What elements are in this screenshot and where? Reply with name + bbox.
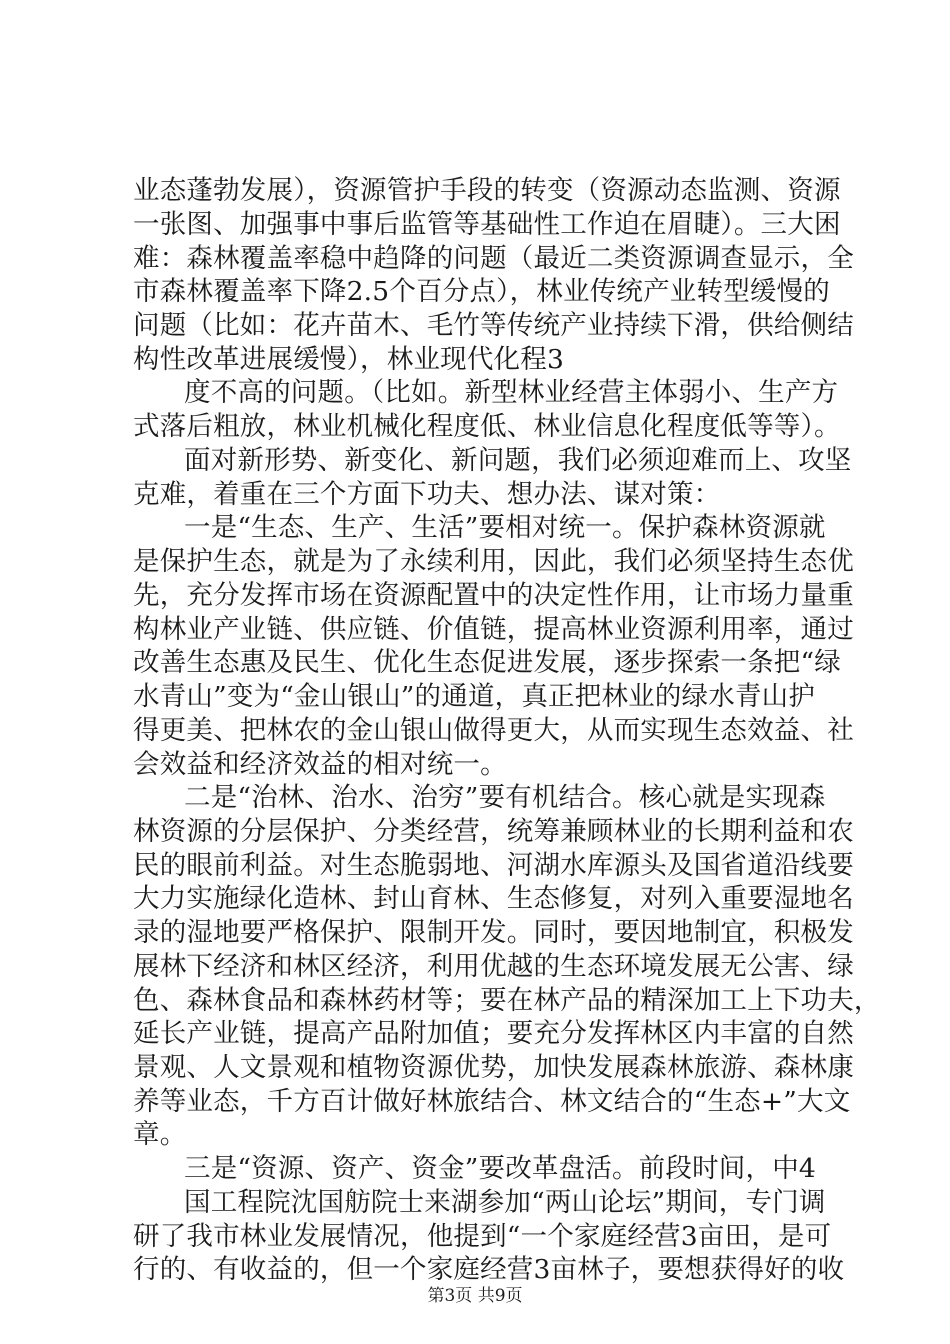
text-line: 克难，着重在三个方面下功夫、想办法、谋对策：: [133, 479, 721, 510]
text-line: 度不高的问题。（比如。新型林业经营主体弱小、生产方: [184, 377, 839, 408]
text-line: 行的、有收益的，但一个家庭经营3亩林子，要想获得好的收: [133, 1254, 845, 1285]
text-line: 式落后粗放，林业机械化程度低、林业信息化程度低等等）。: [133, 411, 841, 442]
text-line: 章。: [133, 1119, 187, 1150]
page-number-footer: 第3页 共9页: [427, 1286, 523, 1306]
text-line: 是保护生态，就是为了永续利用，因此，我们必须坚持生态优: [133, 546, 854, 577]
text-line: 构林业产业链、供应链、价值链，提高林业资源利用率，通过: [133, 614, 854, 645]
text-line: 先，充分发挥市场在资源配置中的决定性作用，让市场力量重: [133, 580, 854, 611]
text-line: 会效益和经济效益的相对统一。: [133, 749, 507, 780]
text-line: 林资源的分层保护、分类经营，统筹兼顾林业的长期利益和农: [133, 816, 854, 847]
paragraph-start: 一是“生态、生产、生活”要相对统一。保护森林资源就: [184, 512, 826, 543]
text-line: 景观、人文景观和植物资源优势，加快发展森林旅游、森林康: [133, 1052, 854, 1083]
text-line: 民的眼前利益。对生态脆弱地、河湖水库源头及国省道沿线要: [133, 850, 854, 881]
text-line: 色、森林食品和森林药材等；要在林产品的精深加工上下功夫，: [133, 985, 881, 1016]
paragraph-start: 面对新形势、新变化、新问题，我们必须迎难而上、攻坚: [184, 445, 852, 476]
text-line: 得更美、把林农的金山银山做得更大，从而实现生态效益、社: [133, 715, 854, 746]
text-line: 研了我市林业发展情况，他提到“一个家庭经营3亩田，是可: [133, 1221, 832, 1252]
text-line: 延长产业链，提高产品附加值；要充分发挥林区内丰富的自然: [133, 1018, 854, 1049]
text-line: 一张图、加强事中事后监管等基础性工作迫在眉睫）。三大困: [133, 209, 841, 240]
text-line: 水青山”变为“金山银山”的通道，真正把林业的绿水青山护: [133, 681, 816, 712]
text-line: 构性改革进展缓慢），林业现代化程3: [133, 344, 565, 375]
text-line: 难：森林覆盖率稳中趋降的问题（最近二类资源调查显示，全: [133, 243, 854, 274]
text-line: 业态蓬勃发展），资源管护手段的转变（资源动态监测、资源: [133, 175, 841, 206]
text-line: 国工程院沈国舫院士来湖参加“两山论坛”期间，专门调: [184, 1187, 826, 1218]
text-line: 大力实施绿化造林、封山育林、生态修复，对列入重要湿地名: [133, 883, 854, 914]
paragraph-start: 二是“治林、治水、治穷”要有机结合。核心就是实现森: [184, 782, 826, 813]
text-line: 问题（比如：花卉苗木、毛竹等传统产业持续下滑，供给侧结: [133, 310, 854, 341]
text-line: 展林下经济和林区经济，利用优越的生态环境发展无公害、绿: [133, 951, 854, 982]
text-line: 养等业态，千方百计做好林旅结合、林文结合的“生态+”大文: [133, 1086, 851, 1117]
paragraph-start: 三是“资源、资产、资金”要改革盘活。前段时间，中4: [184, 1153, 816, 1184]
text-line: 改善生态惠及民生、优化生态促进发展，逐步探索一条把“绿: [133, 647, 841, 678]
text-line: 录的湿地要严格保护、限制开发。同时，要因地制宜，积极发: [133, 917, 854, 948]
text-line: 市森林覆盖率下降2.5个百分点），林业传统产业转型缓慢的: [133, 276, 830, 307]
